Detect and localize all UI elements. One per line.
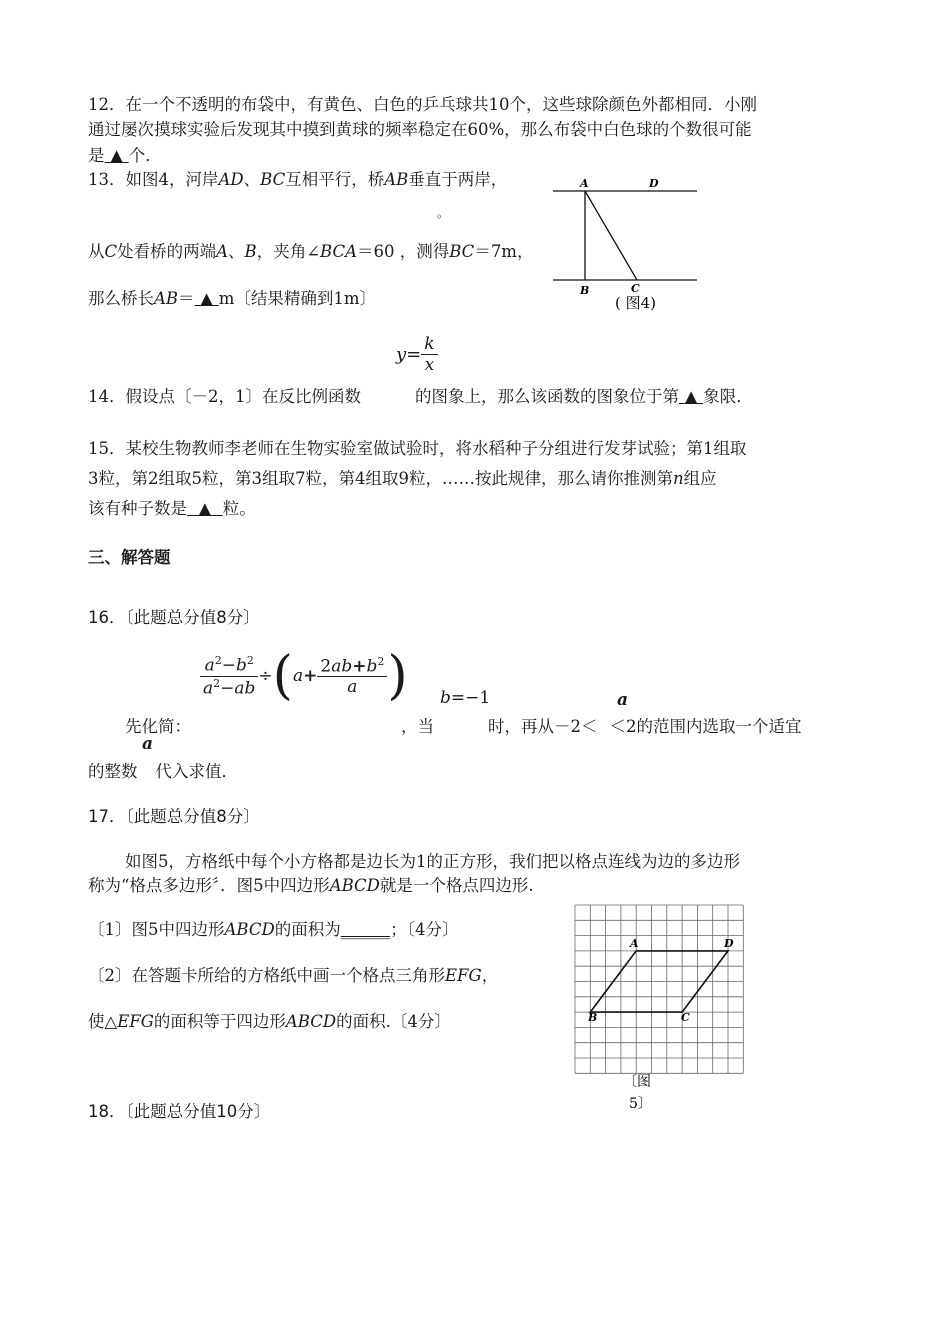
answer-blank: ▲ bbox=[684, 387, 698, 406]
q16-line1: 先化简： ，当 时，再从－2＜ ＜2的范围内选取一个适宜 bbox=[125, 717, 802, 736]
q16-b-value: b=−1 bbox=[440, 688, 491, 708]
q12-line1: 12．在一个不透明的布袋中，有黄色、白色的乒乓球共10个，这些球除颜色外都相同．小刚 bbox=[88, 95, 757, 114]
q15-line1: 15．某校生物教师李老师在生物实验室做试验时，将水稻种子分组进行发芽试验；第1组取 bbox=[88, 439, 747, 458]
answer-blank: ▲ bbox=[198, 499, 212, 518]
answer-blank: ▲ bbox=[200, 289, 213, 308]
label-b: B bbox=[588, 1011, 598, 1024]
figure-4-caption: ( 图4) bbox=[615, 294, 657, 312]
q13-line3: 那么桥长AB＝ ▲ m〔结果精确到1m〕 bbox=[88, 289, 377, 308]
label-b: B bbox=[580, 284, 590, 297]
label-c: C bbox=[631, 282, 640, 295]
q15-line2: 3粒，第2组取5粒，第3组取7粒，第4组取9粒，……按此规律，那么请你推测第n组应 bbox=[88, 469, 717, 488]
degree-mark: 。 bbox=[437, 206, 450, 220]
q13-line2: 从C处看桥的两端A、B，夹角∠BCA＝60 ，测得BC＝7m， bbox=[88, 242, 534, 261]
figure-5-caption-1: 〔图 bbox=[623, 1074, 651, 1090]
section-title: 三、解答题 bbox=[88, 548, 171, 567]
q17-para2: 称为“格点多边形〞．图5中四边形ABCD就是一个格点四边形. bbox=[88, 876, 534, 895]
q17-part2-line2: 使△EFG的面积等于四边形ABCD的面积.〔4分〕 bbox=[88, 1012, 451, 1031]
sightline-ac bbox=[585, 191, 637, 280]
q14-formula: y= $\frac{k}{x}$ bbox=[396, 334, 438, 375]
answer-blank: ______ bbox=[340, 920, 391, 939]
q12-line2: 通过屡次摸球实验后发现其中摸到黄球的频率稳定在60%，那么布袋中白色球的个数很可能 bbox=[88, 120, 752, 139]
q12-line3: 是 ▲ 个． bbox=[88, 146, 162, 165]
q15-line3: 该有种子数是 ▲ 粒。 bbox=[88, 499, 256, 518]
q16-line2: 的整数 代入求值． bbox=[88, 762, 238, 781]
label-d: D bbox=[649, 177, 659, 190]
figure-4-bridge bbox=[545, 170, 705, 315]
label-c: C bbox=[681, 1011, 690, 1024]
figure-5-grid bbox=[570, 900, 755, 1118]
q17-part1: 〔1〕图5中四边形ABCD的面积为______；〔4分〕 bbox=[88, 920, 459, 939]
q14-text: 14．假设点〔－2，1〕在反比例函数 的图象上，那么该函数的图象位于第 ▲ 象限． bbox=[88, 387, 753, 406]
q16-heading: 16．〔此题总分值8分〕 bbox=[88, 608, 260, 627]
figure-5-caption-2: 5〕 bbox=[629, 1096, 652, 1112]
q18-heading: 18．〔此题总分值10分〕 bbox=[88, 1102, 271, 1121]
q17-para1: 如图5，方格纸中每个小方格都是边长为1的正方形，我们把以格点连线为边的多边形 bbox=[125, 852, 740, 871]
answer-blank: ▲ bbox=[110, 146, 123, 165]
label-d: D bbox=[724, 937, 734, 950]
q16-a-mark: a bbox=[617, 690, 629, 710]
q16-expression: $\frac{a^2-b^2}{a^2-ab}$ ÷(a+ $\frac{2ab+b^2}{a}$ ) bbox=[200, 650, 408, 702]
label-a: A bbox=[630, 937, 639, 950]
q13-line1: 13．如图4，河岸AD、BC互相平行，桥AB垂直于两岸， bbox=[88, 170, 508, 189]
label-a: A bbox=[580, 177, 589, 190]
q17-part2-line1: 〔2〕在答题卡所给的方格纸中画一个格点三角形EFG， bbox=[88, 966, 499, 985]
q16-a-mark-2: a bbox=[142, 734, 154, 754]
q17-heading: 17．〔此题总分值8分〕 bbox=[88, 807, 260, 826]
